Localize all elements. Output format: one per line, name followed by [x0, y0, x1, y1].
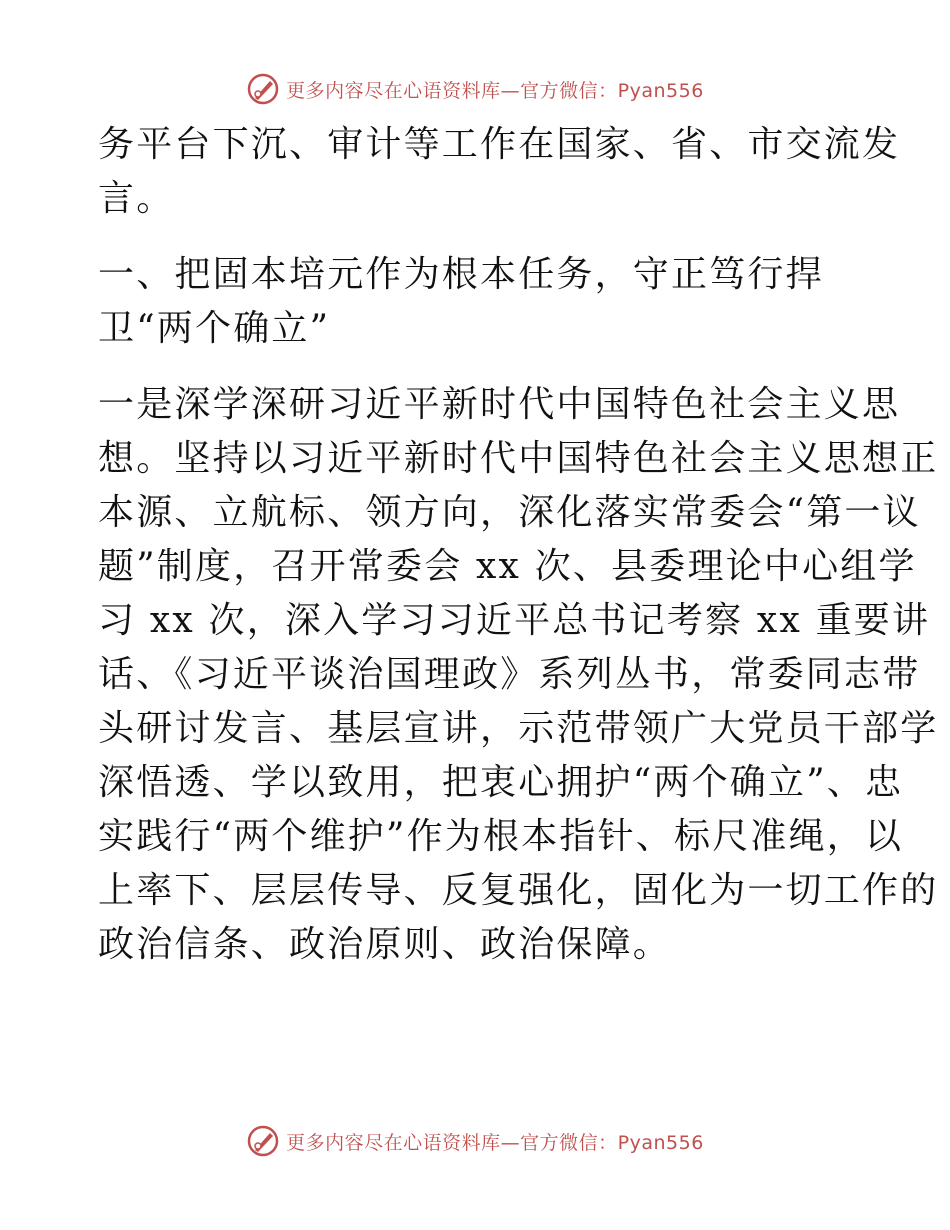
- text-line: 深悟透、学以致用，把衷心拥护“两个确立”、忠: [98, 762, 904, 803]
- section-heading-line: 一、把固本培元作为根本任务，守正笃行捍: [98, 254, 824, 295]
- text-line: 一是深学深研习近平新时代中国特色社会主义思: [98, 384, 901, 425]
- text-line: 话、《习近平谈治国理政》系列丛书，常委同志带: [98, 654, 921, 695]
- text-line: 政治信条、政治原则、政治保障。: [98, 924, 672, 965]
- text-line: 想。坚持以习近平新时代中国特色社会主义思想正: [98, 438, 939, 479]
- footer-watermark: [0, 1124, 950, 1158]
- watermark-text: 更多内容尽在心语资料库—官方微信：Pyan556: [286, 79, 704, 102]
- text-line: 本源、立航标、领方向，深化落实常委会“第一议: [98, 492, 921, 533]
- text-line: 务平台下沉、审计等工作在国家、省、市交流发: [98, 124, 901, 165]
- document-body: [98, 118, 939, 972]
- header-watermark: [0, 72, 950, 106]
- text-line: 实践行“两个维护”作为根本指针、标尺准绳，以: [98, 816, 904, 857]
- section-heading-line: 卫“两个确立”: [98, 308, 331, 349]
- text-line: 头研讨发言、基层宣讲，示范带领广大党员干部学: [98, 708, 939, 749]
- text-line: 上率下、层层传导、反复强化，固化为一切工作的: [98, 870, 939, 911]
- quill-logo-icon: [246, 1124, 280, 1158]
- text-line: 习 xx 次，深入学习习近平总书记考察 xx 重要讲: [98, 600, 931, 641]
- text-line: 题”制度，召开常委会 xx 次、县委理论中心组学: [98, 546, 917, 587]
- watermark-text: 更多内容尽在心语资料库—官方微信：Pyan556: [286, 1131, 704, 1154]
- text-line: 言。: [98, 178, 175, 219]
- quill-logo-icon: [246, 72, 280, 106]
